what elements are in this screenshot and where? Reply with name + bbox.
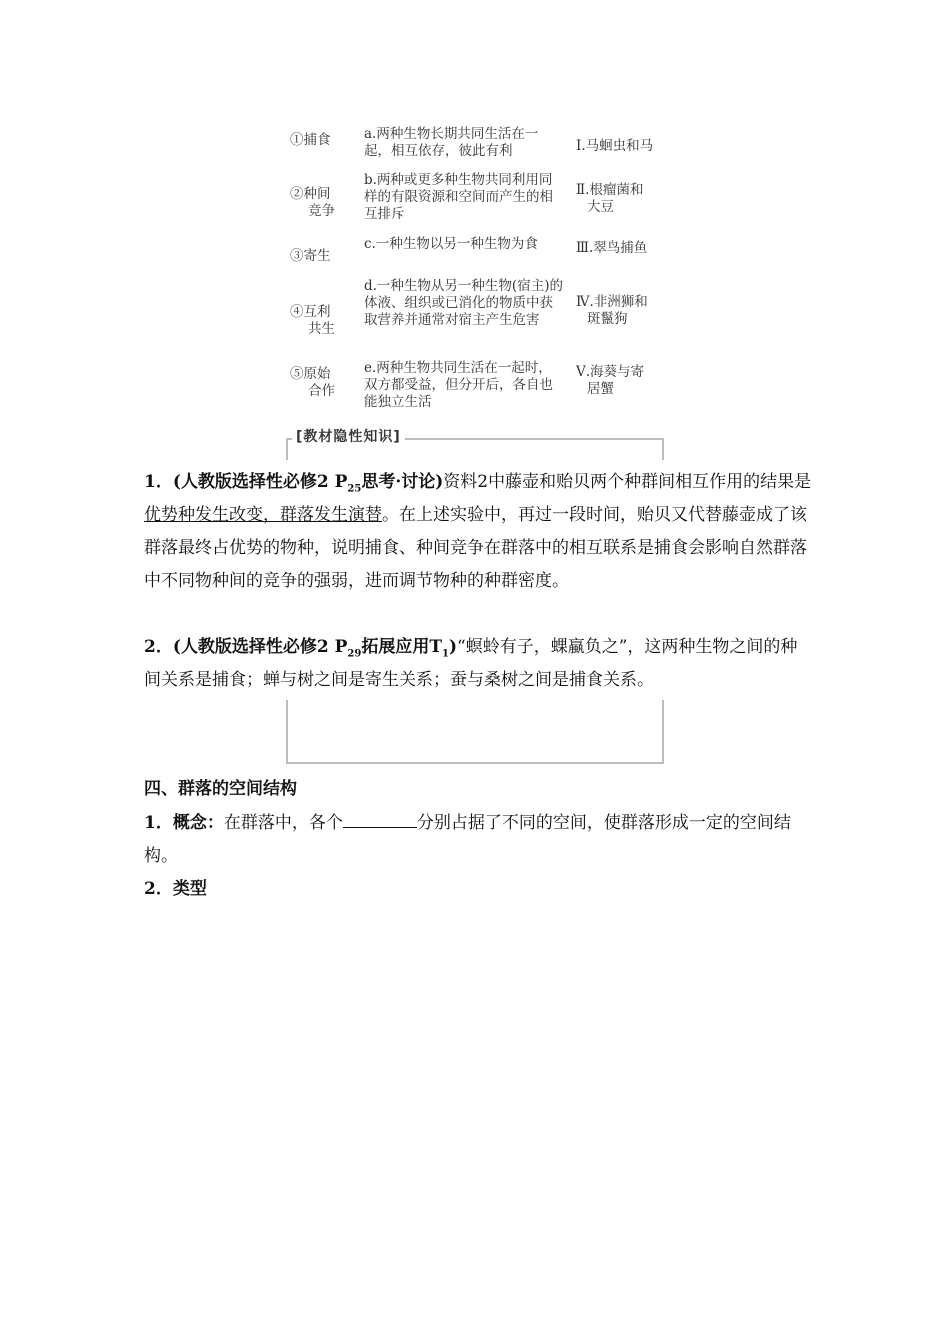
item2-text: ，这两种生物之间的种间关系是捕食；蝉与树之间是寄生关系；蚕与桑树之间是捕食关系。 [144, 637, 798, 690]
concept-paragraph [144, 807, 812, 873]
match-right-3 [576, 240, 671, 257]
label: 居蟹 [587, 381, 614, 397]
label: ①捕食 [290, 132, 331, 148]
item2-page-sub: 29 [347, 648, 362, 660]
item1-answer-2: 捕食会影响自然群落中不同物种间的竞争的强弱，进而调节物种的种群密度 [144, 538, 807, 591]
label: 合作 [308, 383, 335, 399]
concept-text-a: 在群落中，各个 [223, 813, 343, 833]
match-left-4 [290, 304, 352, 338]
knowledge-box-label: [教材隐性知识] [292, 426, 405, 446]
concept-label: 1．概念： [144, 813, 224, 833]
label: ⑤原始 [290, 366, 331, 382]
section-heading: 四、群落的空间结构 [144, 779, 297, 799]
item1-source: 思考·讨论) [361, 472, 444, 492]
item1-answer-1: 优势种发生改变，群落发生演替 [144, 505, 382, 525]
match-middle-1: a.两种生物长期共同生活在一起，相互依存，彼此有利 [364, 126, 539, 159]
match-right-5 [576, 364, 671, 398]
label: Ⅴ.海葵与寄 [576, 364, 645, 380]
label: Ⅱ.根瘤菌和 [576, 182, 644, 198]
types-heading: 2．类型 [144, 879, 207, 899]
item1-page-sub: 25 [347, 483, 362, 495]
match-middle-4: d.一种生物从另一种生物(宿主)的体液、组织或已消化的物质中获取营养并通常对宿主产生危害 [364, 278, 563, 328]
item1-prefix: 1．(人教版选择性必修2 P [144, 472, 348, 492]
label: Ⅰ.马蛔虫和马 [576, 138, 654, 154]
item1-text-a: 资料2中藤壶和贻贝两个种群间相互作用的结果是 [443, 472, 812, 492]
label: 斑鬣狗 [587, 311, 628, 327]
match-middle-5: e.两种生物共同生活在一起时，双方都受益，但分开后，各自也能独立生活 [364, 360, 553, 410]
label: 共生 [308, 321, 335, 337]
match-right-2 [576, 182, 671, 216]
match-left-2 [290, 186, 352, 220]
matching-table [290, 122, 670, 417]
item2-close: ) [448, 637, 457, 657]
label: Ⅳ.非洲狮和 [576, 294, 648, 310]
label: ②种间 [290, 186, 331, 202]
match-left-3 [290, 248, 352, 265]
label: 竞争 [308, 203, 335, 219]
concept-text-b: 分别占据了不同的空间，使群落形成一定的空间结构。 [144, 813, 791, 866]
match-left-1 [290, 132, 352, 149]
item2-prefix: 2．(人教版选择性必修2 P [144, 637, 348, 657]
label: ③寄生 [290, 248, 331, 264]
hidden-knowledge-item-1 [144, 466, 812, 598]
match-middle-2: b.两种或更多种生物共同利用同样的有限资源和空间而产生的相互排斥 [364, 172, 553, 222]
match-middle-3: c.一种生物以另一种生物为食 [364, 236, 538, 252]
item2-task-sub: 1 [441, 648, 449, 660]
match-right-4 [576, 294, 671, 328]
item1-end: 。 [552, 571, 569, 591]
label: Ⅲ.翠鸟捕鱼 [576, 240, 648, 256]
match-right-1 [576, 138, 671, 155]
label: 大豆 [587, 199, 614, 215]
match-left-5 [290, 366, 352, 400]
item2-quote: “螟蛉有子，蜾蠃负之” [457, 637, 628, 657]
fill-in-blank[interactable] [343, 809, 417, 828]
item2-source: 拓展应用T [361, 637, 442, 657]
label: ④互利 [290, 304, 331, 320]
item1-text-b: 。在上述实验中，再过一段时间，贻贝又代替藤壶成了该群落最终占优势的物种，说明捕食、种间竞争在群落中的相互联系是 [144, 505, 807, 558]
hidden-knowledge-item-2 [144, 631, 812, 697]
